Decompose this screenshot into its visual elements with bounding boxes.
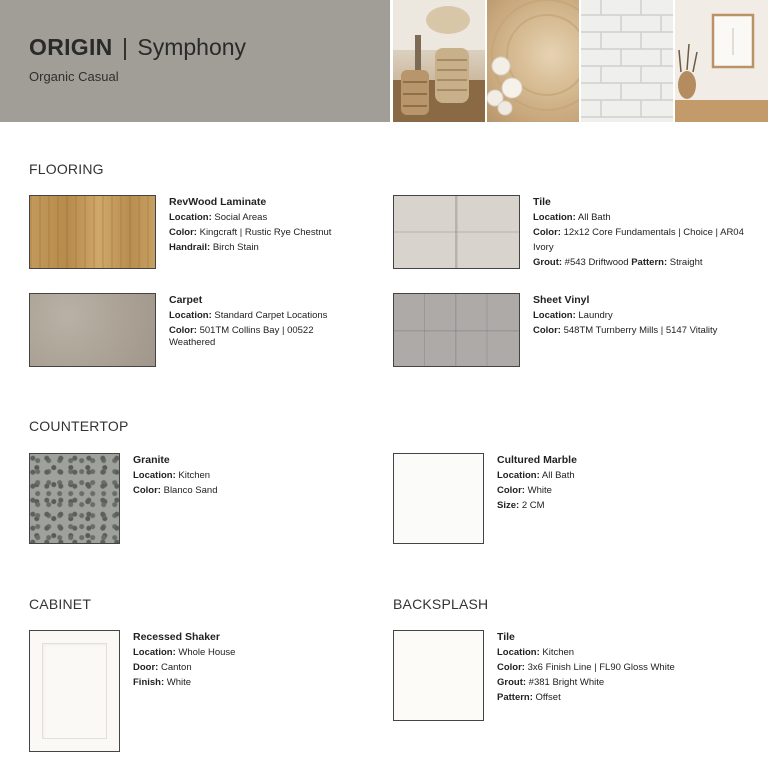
location-line — [497, 468, 697, 483]
field-label: Location: — [533, 310, 576, 321]
mood-photo-vases — [393, 0, 485, 122]
granite-info — [133, 453, 333, 498]
field-label: Grout: — [497, 677, 527, 688]
brand-name: ORIGIN — [29, 34, 113, 60]
field-label: Location: — [169, 212, 212, 223]
color-value: 3x6 Finish Line | FL90 Gloss White — [527, 662, 675, 673]
location-line — [133, 645, 333, 660]
marble-info — [497, 453, 697, 513]
color-value: 548TM Turnberry Mills | 5147 Vitality — [563, 325, 718, 336]
bowl-illustration — [487, 0, 579, 122]
material-name: Tile — [497, 631, 515, 643]
field-label: Size: — [497, 500, 520, 511]
color-line — [533, 323, 748, 338]
material-name: Tile — [533, 196, 551, 208]
material-name: Carpet — [169, 294, 203, 306]
material-name: Recessed Shaker — [133, 631, 220, 643]
grout-line — [497, 675, 747, 690]
color-line — [533, 225, 748, 255]
grout-line — [533, 255, 748, 270]
location-value: Kitchen — [542, 647, 575, 658]
mood-photo-frame — [675, 0, 768, 122]
field-label: Location: — [133, 647, 176, 658]
carpet-swatch — [29, 293, 156, 367]
laminate-swatch — [29, 195, 156, 269]
title-separator: | — [121, 34, 128, 60]
field-label: Handrail: — [169, 242, 211, 253]
size-line — [497, 498, 697, 513]
location-value: All Bath — [541, 470, 575, 481]
granite-swatch — [29, 453, 120, 544]
field-label: Location: — [497, 470, 540, 481]
location-value: Social Areas — [214, 212, 268, 223]
field-label: Pattern: — [631, 257, 668, 268]
pattern-value: Straight — [669, 257, 703, 268]
page-title — [29, 34, 246, 61]
section-title-flooring: FLOORING — [29, 161, 104, 177]
finish-value: White — [166, 677, 192, 688]
location-line — [169, 210, 369, 225]
mood-photo-brick — [581, 0, 673, 122]
vinyl-info — [533, 293, 748, 338]
field-label: Door: — [133, 662, 159, 673]
color-line — [169, 325, 349, 349]
color-line — [497, 660, 747, 675]
color-value: White — [527, 485, 552, 496]
title-box — [0, 0, 390, 122]
location-line — [533, 308, 748, 323]
field-label: Pattern: — [497, 692, 533, 703]
location-line — [533, 210, 748, 225]
field-label: Color: — [169, 325, 197, 336]
color-value: Kingcraft | Rustic Rye Chestnut — [199, 227, 332, 238]
vases-illustration — [393, 0, 485, 122]
location-value: All Bath — [577, 212, 611, 223]
cabinet-info — [133, 630, 333, 690]
location-line — [497, 645, 747, 660]
location-value: Kitchen — [178, 470, 211, 481]
grout-value: #381 Bright White — [528, 677, 605, 688]
field-label: Location: — [169, 310, 212, 321]
vinyl-swatch — [393, 293, 520, 367]
handrail-value: Birch Stain — [212, 242, 259, 253]
pattern-value: Offset — [535, 692, 561, 703]
header — [0, 0, 768, 122]
field-label: Grout: — [533, 257, 563, 268]
field-label: Location: — [533, 212, 576, 223]
door-value: Canton — [160, 662, 192, 673]
handrail-line — [169, 240, 369, 255]
field-label: Color: — [497, 485, 525, 496]
location-value: Laundry — [578, 310, 613, 321]
collection-name: Symphony — [137, 34, 247, 60]
door-line — [133, 660, 333, 675]
backsplash-swatch — [393, 630, 484, 721]
grout-value: #543 Driftwood — [564, 257, 629, 268]
laminate-info — [169, 195, 369, 255]
field-label: Color: — [133, 485, 161, 496]
field-label: Color: — [169, 227, 197, 238]
cabinet-door-panel — [42, 643, 107, 739]
field-label: Color: — [533, 227, 561, 238]
material-name: Cultured Marble — [497, 454, 577, 466]
field-label: Finish: — [133, 677, 165, 688]
field-label: Color: — [533, 325, 561, 336]
material-name: Sheet Vinyl — [533, 294, 590, 306]
color-value: Blanco Sand — [163, 485, 218, 496]
floor-tile-info — [533, 195, 748, 270]
color-value: 501TM Collins Bay | 00522 Weathered — [169, 325, 314, 348]
brick-illustration — [581, 0, 673, 122]
size-value: 2 CM — [521, 500, 545, 511]
floor-tile-swatch — [393, 195, 520, 269]
carpet-info — [169, 293, 349, 349]
field-label: Location: — [133, 470, 176, 481]
frame-illustration — [675, 0, 768, 122]
cabinet-swatch — [29, 630, 120, 752]
field-label: Location: — [497, 647, 540, 658]
finish-line — [133, 675, 333, 690]
color-line — [169, 225, 369, 240]
marble-swatch — [393, 453, 484, 544]
location-value: Standard Carpet Locations — [214, 310, 328, 321]
material-name: RevWood Laminate — [169, 196, 267, 208]
mood-photo-bowl — [487, 0, 579, 122]
color-line — [497, 483, 697, 498]
color-value: 12x12 Core Fundamentals | Choice | AR04 Ivory — [533, 227, 744, 253]
color-line — [133, 483, 333, 498]
pattern-line — [497, 690, 747, 705]
location-value: Whole House — [178, 647, 236, 658]
location-line — [133, 468, 333, 483]
backsplash-info — [497, 630, 747, 705]
section-title-countertop: COUNTERTOP — [29, 418, 129, 434]
section-title-backsplash: BACKSPLASH — [393, 596, 489, 612]
location-line — [169, 308, 349, 323]
material-name: Granite — [133, 454, 170, 466]
field-label: Color: — [497, 662, 525, 673]
page-subtitle: Organic Casual — [29, 69, 119, 84]
section-title-cabinet: CABINET — [29, 596, 92, 612]
